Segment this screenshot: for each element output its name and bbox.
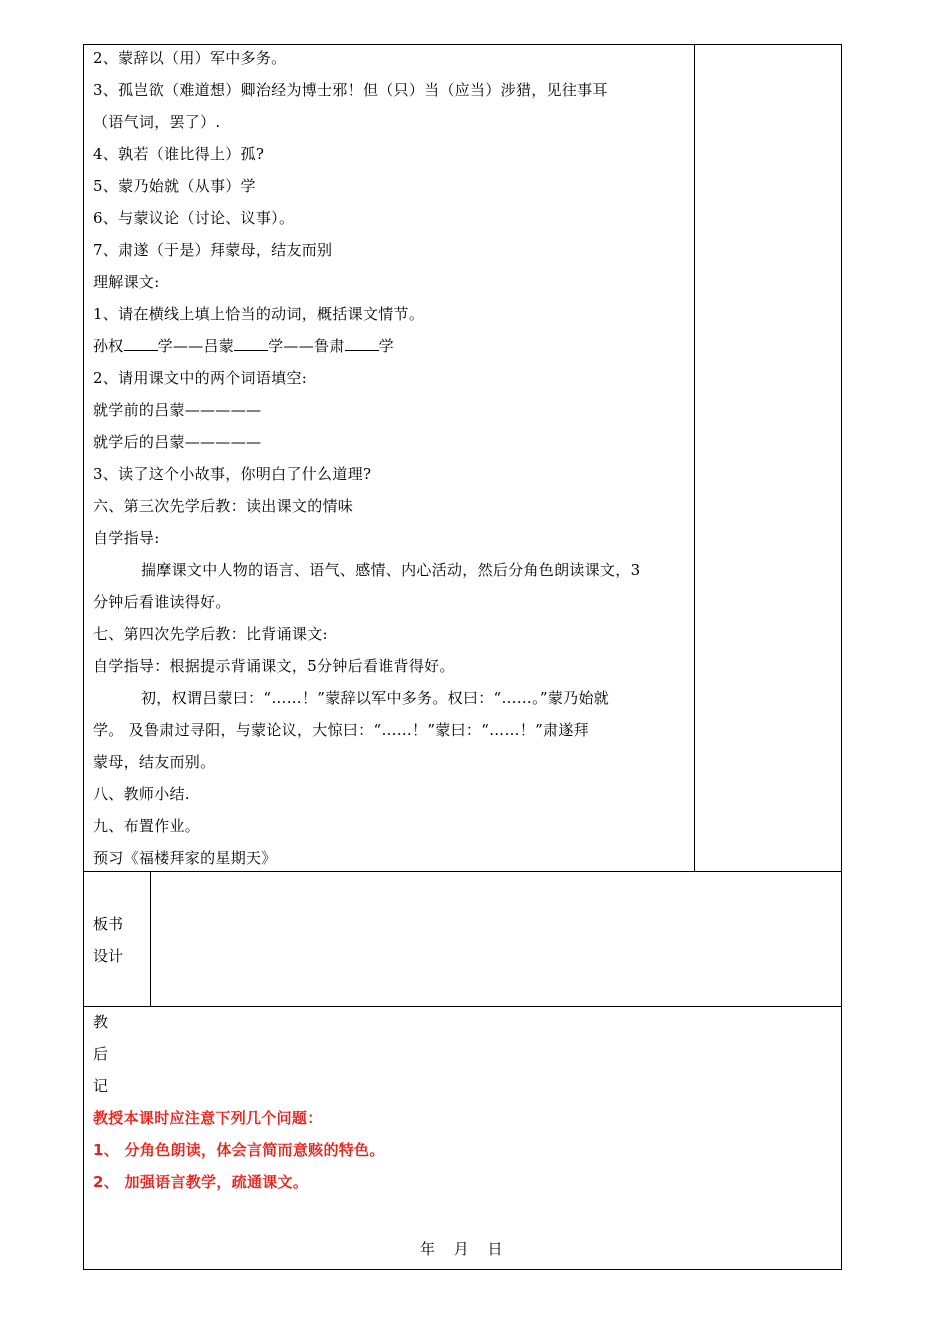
label-column-divider bbox=[150, 871, 151, 1006]
blank bbox=[345, 336, 379, 351]
section-heading: 九、布置作业。 bbox=[93, 817, 201, 835]
board-design-label: 设计 bbox=[93, 947, 124, 965]
section-heading: 理解课文: bbox=[93, 273, 160, 291]
text-line: 2、蒙辞以（用）军中多务。 bbox=[93, 49, 287, 67]
section-heading: 六、第三次先学后教：读出课文的情味 bbox=[93, 497, 354, 515]
text-line: 学。 及鲁肃过寻阳，与蒙论议，大惊曰：“……！”蒙曰：“……！”肃遂拜 bbox=[93, 721, 589, 739]
text-line: 5、蒙乃始就（从事）学 bbox=[93, 177, 256, 195]
section-heading: 八、教师小结. bbox=[93, 785, 190, 803]
fill-text: 学 bbox=[378, 337, 394, 355]
reflection-note: 教授本课时应注意下列几个问题： bbox=[93, 1109, 323, 1127]
blank bbox=[234, 336, 268, 351]
reflection-note: 1、 分角色朗读，体会言简而意赅的特色。 bbox=[93, 1141, 385, 1159]
board-design-label: 板书 bbox=[93, 915, 124, 933]
text-line: 分钟后看谁读得好。 bbox=[93, 593, 231, 611]
reflection-note: 2、 加强语言教学，疏通课文。 bbox=[93, 1173, 309, 1191]
reflection-label: 记 bbox=[93, 1077, 109, 1095]
date-line: 年 月 日 bbox=[420, 1240, 503, 1258]
reflection-label: 教 bbox=[93, 1013, 109, 1031]
fill-text: 学——鲁肃 bbox=[268, 337, 345, 355]
section-heading: 七、第四次先学后教：比背诵课文: bbox=[93, 625, 328, 643]
blank bbox=[124, 336, 158, 351]
text-line: 揣摩课文中人物的语言、语气、感情、内心活动，然后分角色朗读课文，3 bbox=[141, 561, 641, 579]
text-line: 3、读了这个小故事，你明白了什么道理? bbox=[93, 465, 372, 483]
text-line: 蒙母，结友而别。 bbox=[93, 753, 216, 771]
row-divider bbox=[83, 871, 842, 872]
text-line: 初，权谓吕蒙曰：“……！”蒙辞以军中多务。权曰：“……。”蒙乃始就 bbox=[141, 689, 610, 707]
text-line: （语气词，罢了）. bbox=[93, 113, 221, 131]
fill-text: 学——吕蒙 bbox=[157, 337, 235, 355]
text-line: 就学后的吕蒙————— bbox=[93, 433, 262, 451]
text-line: 自学指导：根据提示背诵课文，5分钟后看谁背得好。 bbox=[93, 657, 455, 675]
text-line: 2、请用课文中的两个词语填空: bbox=[93, 369, 308, 387]
text-line: 7、肃遂（于是）拜蒙母，结友而别 bbox=[93, 241, 333, 259]
column-divider bbox=[694, 44, 695, 872]
text-line: 就学前的吕蒙————— bbox=[93, 401, 262, 419]
fill-text: 孙权 bbox=[93, 337, 124, 355]
text-line: 6、与蒙议论（讨论、议事）。 bbox=[93, 209, 295, 227]
text-line: 3、孤岂欲（难道想）卿治经为博士邪！但（只）当（应当）涉猎，见往事耳 bbox=[93, 81, 608, 99]
row-divider bbox=[83, 1006, 842, 1007]
text-line: 自学指导: bbox=[93, 529, 160, 547]
text-line: 1、请在横线上填上恰当的动词，概括课文情节。 bbox=[93, 305, 425, 323]
text-line: 预习《福楼拜家的星期天》 bbox=[93, 849, 277, 867]
reflection-label: 后 bbox=[93, 1045, 109, 1063]
text-line: 4、孰若（谁比得上）孤? bbox=[93, 145, 265, 163]
fill-in-blank-line bbox=[93, 336, 394, 356]
